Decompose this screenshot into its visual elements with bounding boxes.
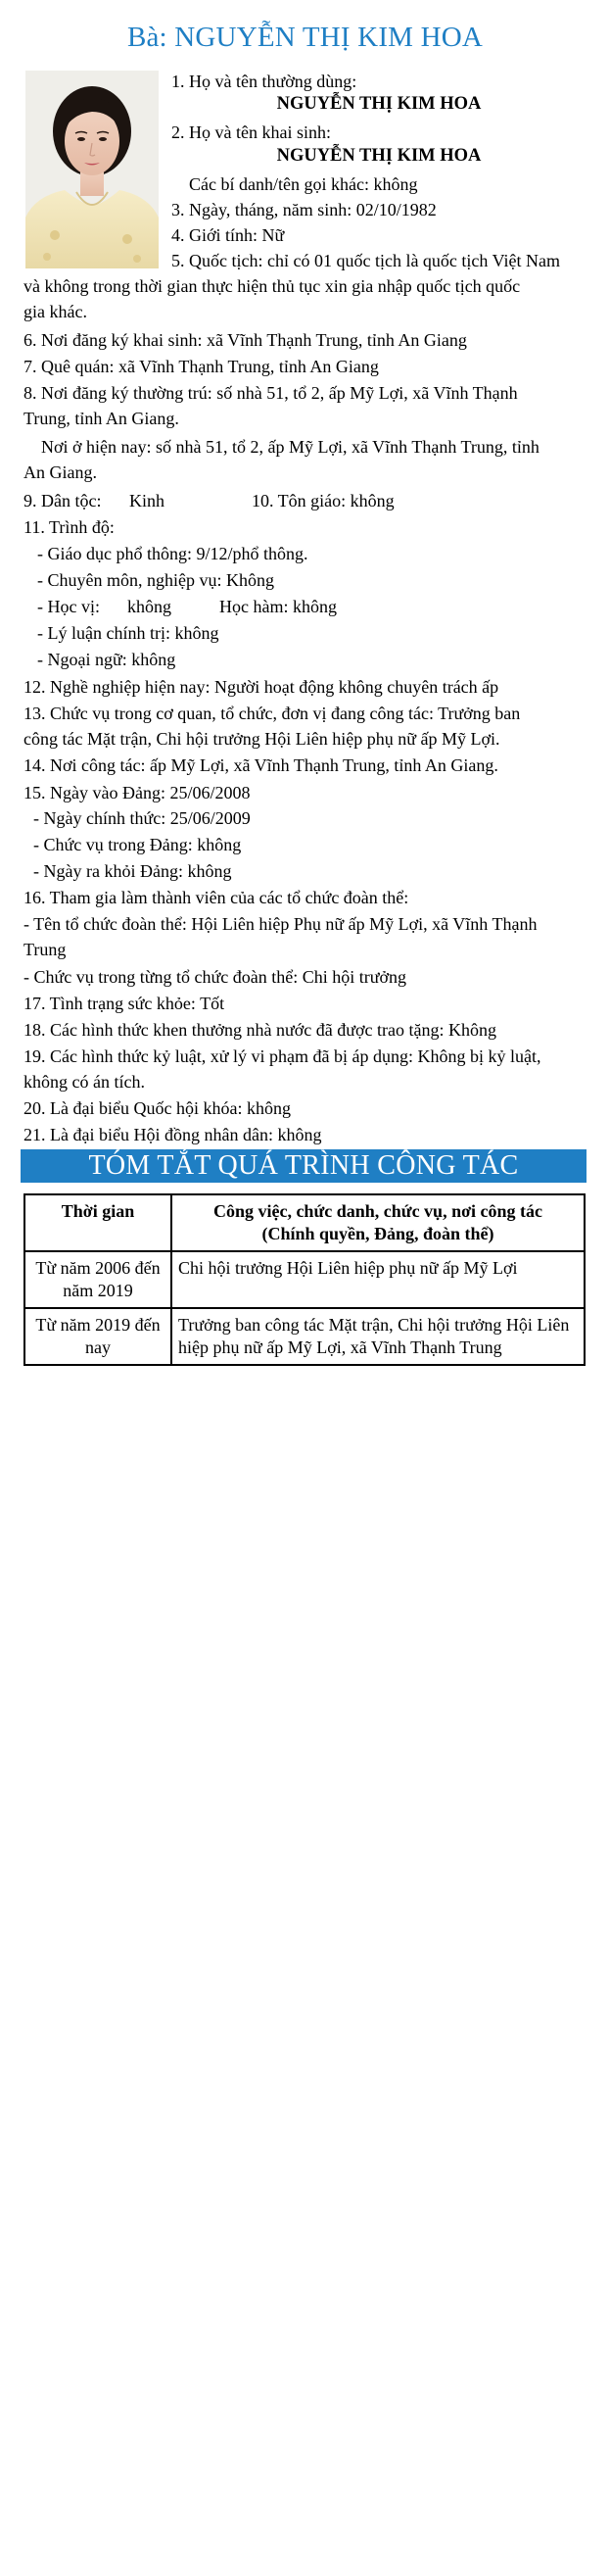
field-organizations-heading: 16. Tham gia làm thành viên của các tổ chức đoàn thể: bbox=[23, 888, 409, 907]
field-specialty: - Chuyên môn, nghiệp vụ: Không bbox=[37, 570, 274, 590]
field-current-residence-cont: An Giang. bbox=[23, 462, 97, 482]
row-description: Trưởng ban công tác Mặt trận, Chi hội trưởng Hội Liên hiệp phụ nữ ấp Mỹ Lợi, xã Vĩnh Thạnh Trung bbox=[171, 1308, 585, 1365]
column-header-description bbox=[171, 1194, 585, 1251]
work-history-table bbox=[23, 1193, 586, 1366]
table-row bbox=[24, 1251, 585, 1308]
field-party-join-date: 15. Ngày vào Đảng: 25/06/2008 bbox=[23, 783, 251, 802]
field-organization-role: - Chức vụ trong từng tổ chức đoàn thể: Chi hội trưởng bbox=[23, 967, 406, 987]
field-awards: 18. Các hình thức khen thưởng nhà nước đã được trao tặng: Không bbox=[23, 1020, 496, 1040]
field-nationality-cont: và không trong thời gian thực hiện thủ tục xin gia nhập quốc tịch quốc bbox=[23, 276, 521, 296]
row-period: Từ năm 2019 đến nay bbox=[24, 1308, 171, 1365]
field-foreign-language: - Ngoại ngữ: không bbox=[37, 650, 176, 669]
column-header-description-line1: Công việc, chức danh, chức vụ, nơi công tác bbox=[212, 1201, 543, 1221]
field-position: 13. Chức vụ trong cơ quan, tổ chức, đơn vị đang công tác: Trưởng ban bbox=[23, 704, 521, 723]
field-degree-value: không bbox=[127, 597, 171, 616]
field-occupation: 12. Nghề nghiệp hiện nay: Người hoạt động không chuyên trách ấp bbox=[23, 677, 499, 697]
table-row bbox=[24, 1308, 585, 1365]
field-permanent-residence: 8. Nơi đăng ký thường trú: số nhà 51, tổ 2, ấp Mỹ Lợi, xã Vĩnh Thạnh bbox=[23, 383, 518, 403]
field-degree-label: - Học vị: bbox=[37, 597, 100, 616]
portrait-image bbox=[25, 71, 159, 268]
field-ethnicity-label: 9. Dân tộc: bbox=[23, 491, 102, 510]
field-academic-rank: Học hàm: không bbox=[219, 597, 337, 616]
field-party-position: - Chức vụ trong Đảng: không bbox=[33, 835, 242, 854]
field-gender: 4. Giới tính: Nữ bbox=[171, 225, 285, 245]
field-political-theory: - Lý luận chính trị: không bbox=[37, 623, 219, 643]
work-history-banner: TÓM TẮT QUÁ TRÌNH CÔNG TÁC bbox=[21, 1149, 587, 1183]
row-period: Từ năm 2006 đến năm 2019 bbox=[24, 1251, 171, 1308]
field-party-official-date: - Ngày chính thức: 25/06/2009 bbox=[33, 808, 251, 828]
field-birth-name-label: 2. Họ và tên khai sinh: bbox=[171, 122, 331, 142]
field-organization-name-cont: Trung bbox=[23, 940, 67, 959]
field-organization-name: - Tên tổ chức đoàn thể: Hội Liên hiệp Phụ nữ ấp Mỹ Lợi, xã Vĩnh Thạnh bbox=[23, 914, 538, 934]
field-religion: 10. Tôn giáo: không bbox=[252, 491, 395, 510]
field-aliases: Các bí danh/tên gọi khác: không bbox=[189, 174, 418, 194]
field-ethnicity-value: Kinh bbox=[129, 491, 164, 510]
field-birth-registration: 6. Nơi đăng ký khai sinh: xã Vĩnh Thạnh Trung, tỉnh An Giang bbox=[23, 330, 467, 350]
table-header-row bbox=[24, 1194, 585, 1251]
field-common-name-label: 1. Họ và tên thường dùng: bbox=[171, 72, 357, 91]
portrait-photo bbox=[25, 71, 159, 268]
field-national-assembly: 20. Là đại biểu Quốc hội khóa: không bbox=[23, 1098, 291, 1118]
page-title: Bà: NGUYỄN THỊ KIM HOA bbox=[126, 22, 484, 53]
field-permanent-residence-cont: Trung, tỉnh An Giang. bbox=[23, 409, 179, 428]
field-party-leave-date: - Ngày ra khỏi Đảng: không bbox=[33, 861, 232, 881]
field-current-residence: Nơi ở hiện nay: số nhà 51, tổ 2, ấp Mỹ Lợi, xã Vĩnh Thạnh Trung, tỉnh bbox=[41, 437, 540, 457]
field-workplace: 14. Nơi công tác: ấp Mỹ Lợi, xã Vĩnh Thạnh Trung, tỉnh An Giang. bbox=[23, 755, 498, 775]
field-common-name-value: NGUYỄN THỊ KIM HOA bbox=[276, 94, 482, 114]
field-birth-date: 3. Ngày, tháng, năm sinh: 02/10/1982 bbox=[171, 200, 437, 219]
field-nationality: 5. Quốc tịch: chỉ có 01 quốc tịch là quốc tịch Việt Nam bbox=[171, 251, 560, 270]
field-education-heading: 11. Trình độ: bbox=[23, 517, 115, 537]
column-header-period: Thời gian bbox=[24, 1194, 171, 1251]
field-peoples-council: 21. Là đại biểu Hội đồng nhân dân: không bbox=[23, 1125, 322, 1144]
column-header-description-line2: (Chính quyền, Đảng, đoàn thể) bbox=[261, 1224, 494, 1243]
field-hometown: 7. Quê quán: xã Vĩnh Thạnh Trung, tỉnh An Giang bbox=[23, 357, 379, 376]
field-discipline-cont: không có án tích. bbox=[23, 1072, 145, 1092]
field-general-education: - Giáo dục phổ thông: 9/12/phổ thông. bbox=[37, 544, 308, 563]
field-discipline: 19. Các hình thức kỷ luật, xử lý vi phạm đã bị áp dụng: Không bị kỷ luật, bbox=[23, 1046, 541, 1066]
field-health: 17. Tình trạng sức khỏe: Tốt bbox=[23, 994, 225, 1013]
row-description: Chi hội trưởng Hội Liên hiệp phụ nữ ấp Mỹ Lợi bbox=[171, 1251, 585, 1308]
field-nationality-cont2: gia khác. bbox=[23, 302, 87, 321]
field-birth-name-value: NGUYỄN THỊ KIM HOA bbox=[276, 146, 482, 166]
field-position-cont: công tác Mặt trận, Chi hội trưởng Hội Liên hiệp phụ nữ ấp Mỹ Lợi. bbox=[23, 729, 500, 749]
